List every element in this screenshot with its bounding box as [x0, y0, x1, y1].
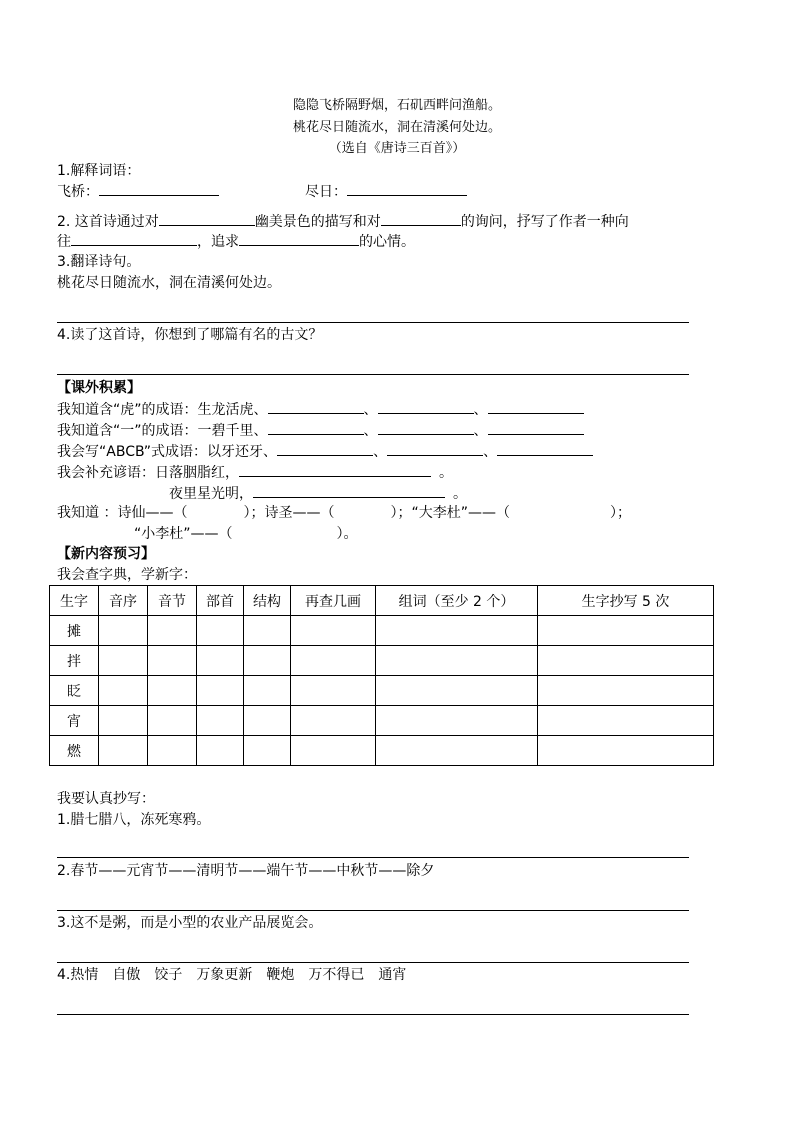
answer-cell[interactable]: [538, 676, 714, 706]
q3-answer-line[interactable]: [57, 322, 689, 323]
char-cell: 燃: [50, 736, 99, 766]
answer-cell[interactable]: [148, 646, 197, 676]
q3-line: 桃花尽日随流水，洞在清溪何处边。: [57, 275, 281, 291]
period: 。: [439, 465, 453, 481]
table-row: [50, 646, 714, 676]
period: 。: [453, 486, 467, 502]
answer-cell[interactable]: [197, 646, 244, 676]
q2-blank-4[interactable]: [239, 231, 359, 246]
q2-blank-2[interactable]: [381, 211, 461, 226]
q1-term1-blank[interactable]: [99, 181, 219, 196]
copy-answer-line-2[interactable]: [57, 910, 689, 911]
new-characters-table: [49, 585, 714, 766]
separator: 、: [363, 402, 378, 418]
answer-cell[interactable]: [99, 706, 148, 736]
char-cell: 摊: [50, 616, 99, 646]
tiger-blank-1[interactable]: [268, 399, 364, 414]
answer-cell[interactable]: [376, 736, 538, 766]
preview-dict-text: 我会查字典，学新字：: [57, 567, 197, 583]
extra-abcb-row: [57, 441, 593, 462]
q2-line-2: [57, 231, 415, 252]
one-blank-2[interactable]: [378, 420, 474, 435]
answer-cell[interactable]: [99, 646, 148, 676]
header-char: 生字: [50, 586, 99, 616]
preview-heading: 【新内容预习】: [57, 546, 155, 562]
poem-source: （选自《唐诗三百首》）: [328, 141, 466, 156]
answer-cell[interactable]: [244, 646, 291, 676]
proverb-blank-1[interactable]: [239, 462, 431, 477]
header-syllable: 音节: [148, 586, 197, 616]
answer-cell[interactable]: [244, 706, 291, 736]
answer-cell[interactable]: [197, 676, 244, 706]
answer-cell[interactable]: [99, 736, 148, 766]
answer-cell[interactable]: [538, 616, 714, 646]
table-row: [50, 706, 714, 736]
answer-cell[interactable]: [376, 646, 538, 676]
proverb-label: 我会补充谚语：日落胭脂红，: [57, 465, 239, 481]
extra-one-row: [57, 420, 584, 441]
poets-f: ）。: [336, 526, 358, 542]
separator: 、: [373, 444, 388, 460]
tiger-blank-3[interactable]: [488, 399, 584, 414]
poem-line-2: 桃花尽日随流水，洞在清溪何处边。: [292, 120, 501, 135]
abcb-blank-2[interactable]: [387, 441, 483, 456]
one-blank-1[interactable]: [268, 420, 364, 435]
separator: 、: [483, 444, 498, 460]
header-radical: 部首: [197, 586, 244, 616]
poets-e: “小李杜”——（: [134, 526, 233, 542]
answer-cell[interactable]: [376, 616, 538, 646]
header-pinyin-initial: 音序: [99, 586, 148, 616]
q3-title: 3.翻译诗句。: [57, 254, 141, 270]
copy-item-3: 3.这不是粥，而是小型的农业产品展览会。: [57, 915, 323, 931]
proverb-2-label: 夜里星光明，: [169, 486, 253, 502]
extra-abcb-label: 我会写“ABCB”式成语：以牙还牙、: [57, 444, 278, 460]
extra-proverb-row-1: [57, 462, 453, 483]
q1-term2-label: 尽日：: [305, 184, 347, 200]
q4-title: 4.读了这首诗，你想到了哪篇有名的古文？: [57, 327, 323, 343]
answer-cell[interactable]: [148, 676, 197, 706]
q2-blank-1[interactable]: [159, 211, 255, 226]
extra-heading: 【课外积累】: [57, 380, 141, 396]
extra-tiger-row: [57, 399, 584, 420]
abcb-blank-1[interactable]: [277, 441, 373, 456]
copy-item-4: 4.热情 自傲 饺子 万象更新 鞭炮 万不得已 通宵: [57, 967, 407, 983]
answer-cell[interactable]: [244, 736, 291, 766]
table-row: [50, 676, 714, 706]
answer-cell[interactable]: [376, 706, 538, 736]
header-stroke-count: 再查几画: [291, 586, 376, 616]
one-blank-3[interactable]: [488, 420, 584, 435]
header-structure: 结构: [244, 586, 291, 616]
table-header-row: [50, 586, 714, 616]
q1-term1-label: 飞桥：: [57, 184, 99, 200]
extra-tiger-label: 我知道含“虎”的成语：生龙活虎、: [57, 402, 268, 418]
poets-b: ）；诗圣——（: [243, 505, 335, 521]
separator: 、: [473, 423, 488, 439]
answer-cell[interactable]: [538, 706, 714, 736]
copy-answer-line-1[interactable]: [57, 857, 689, 858]
copy-item-2: 2.春节——元宵节——清明节——端午节——中秋节——除夕: [57, 863, 435, 879]
answer-cell[interactable]: [148, 736, 197, 766]
answer-cell[interactable]: [538, 736, 714, 766]
answer-cell[interactable]: [244, 676, 291, 706]
copy-answer-line-3[interactable]: [57, 962, 689, 963]
answer-cell[interactable]: [291, 676, 376, 706]
q2-part-b: 幽美景色的描写和对: [254, 214, 381, 230]
answer-cell[interactable]: [197, 616, 244, 646]
answer-cell[interactable]: [291, 616, 376, 646]
q1-term2-row: [305, 181, 467, 202]
q2-blank-3[interactable]: [71, 231, 197, 246]
answer-cell[interactable]: [291, 646, 376, 676]
char-cell: 宵: [50, 706, 99, 736]
q2-part-a: 2. 这首诗通过对: [57, 214, 159, 230]
q2-part-e: ，追求: [197, 234, 239, 250]
extra-one-label: 我知道含“一”的成语：一碧千里、: [57, 423, 268, 439]
char-cell: 拌: [50, 646, 99, 676]
poets-a: 我知道 ：诗仙——（: [57, 505, 188, 521]
extra-proverb-row-2: [169, 483, 467, 504]
q1-term1-row: [57, 181, 219, 202]
copy-title: 我要认真抄写：: [57, 791, 155, 807]
answer-cell[interactable]: [376, 676, 538, 706]
abcb-blank-3[interactable]: [497, 441, 593, 456]
header-word-formation: 组词（至少 2 个）: [376, 586, 538, 616]
answer-cell[interactable]: [538, 646, 714, 676]
header-copy-five: 生字抄写 5 次: [538, 586, 714, 616]
q2-part-d: 往: [57, 234, 71, 250]
answer-cell[interactable]: [244, 616, 291, 646]
poets-d: ）；: [609, 505, 631, 521]
poem-line-1: 隐隐飞桥隔野烟，石矶西畔问渔船。: [292, 98, 501, 113]
q2-part-f: 的心情。: [359, 234, 415, 250]
answer-cell[interactable]: [197, 736, 244, 766]
answer-cell[interactable]: [148, 706, 197, 736]
char-cell: 眨: [50, 676, 99, 706]
q2-line-1: [57, 211, 629, 232]
q2-part-c: 的询问，抒写了作者一种向: [460, 214, 629, 230]
table-row: [50, 616, 714, 646]
answer-cell[interactable]: [148, 616, 197, 646]
q4-answer-line[interactable]: [57, 374, 689, 375]
answer-cell[interactable]: [291, 736, 376, 766]
answer-cell[interactable]: [197, 706, 244, 736]
answer-cell[interactable]: [99, 676, 148, 706]
q1-title: 1.解释词语：: [57, 163, 141, 179]
separator: 、: [363, 423, 378, 439]
copy-item-1: 1.腊七腊八，冻死寒鸦。: [57, 812, 211, 828]
q1-term2-blank[interactable]: [347, 181, 467, 196]
separator: 、: [473, 402, 488, 418]
table-row: [50, 736, 714, 766]
answer-cell[interactable]: [99, 616, 148, 646]
tiger-blank-2[interactable]: [378, 399, 474, 414]
extra-poets-row-1: [57, 503, 631, 523]
answer-cell[interactable]: [291, 706, 376, 736]
copy-answer-line-4[interactable]: [57, 1014, 689, 1015]
poets-c: ）；“大李杜”——（: [390, 505, 510, 521]
proverb-blank-2[interactable]: [253, 483, 445, 498]
extra-poets-row-2: [134, 524, 358, 544]
